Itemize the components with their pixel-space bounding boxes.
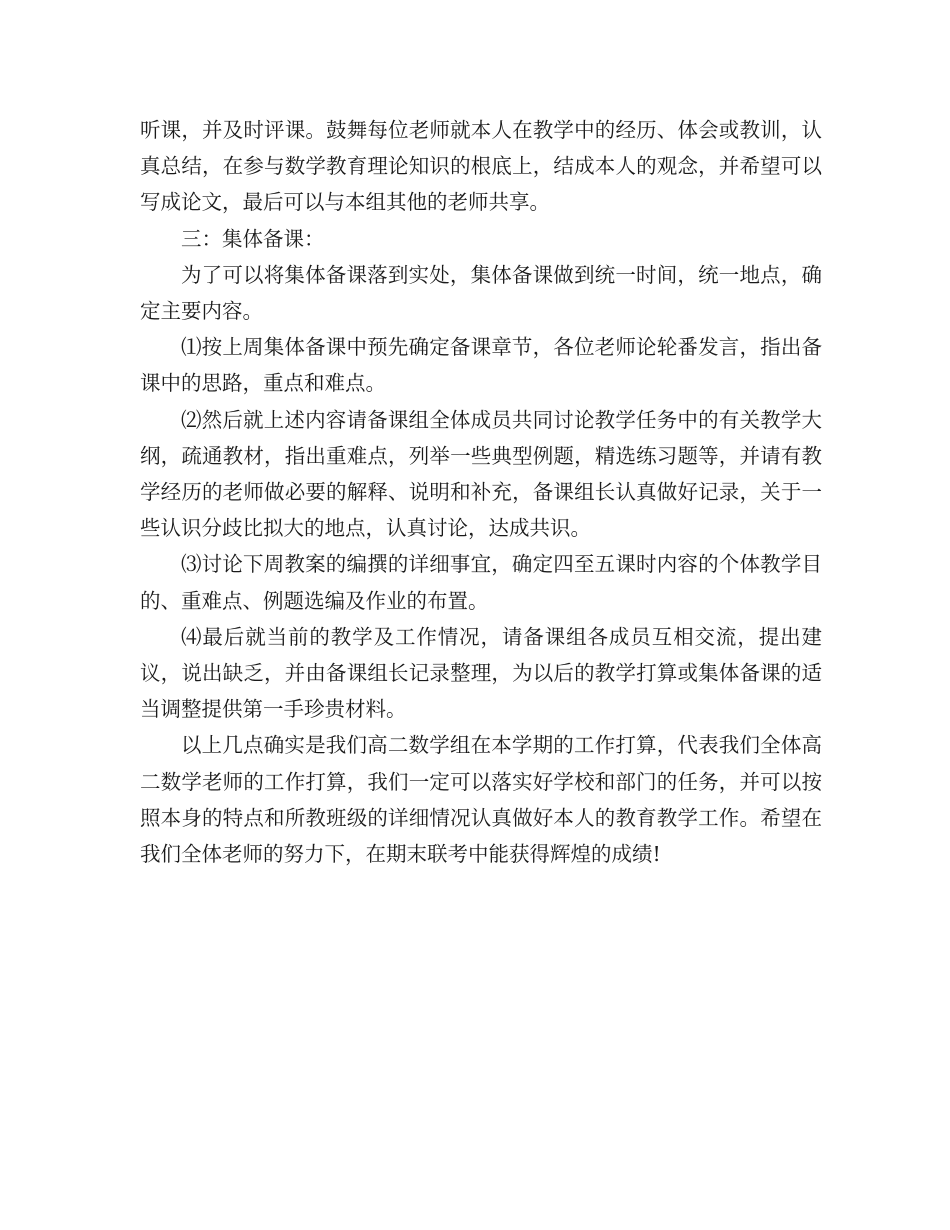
paragraph-item-3: ⑶讨论下周教案的编撰的详细事宜，确定四至五课时内容的个体教学目的、重难点、例题选编及作业的布置。	[140, 552, 822, 613]
document-page	[140, 112, 822, 872]
paragraph-continuation: 听课，并及时评课。鼓舞每位老师就本人在教学中的经历、体会或教训，认真总结，在参与数学教育理论知识的根底上，结成本人的观念，并希望可以写成论文，最后可以与本组其他的老师共享。	[140, 118, 822, 215]
paragraph-item-2: ⑵然后就上述内容请备课组全体成员共同讨论教学任务中的有关教学大纲，疏通教材，指出重难点，列举一些典型例题，精选练习题等，并请有教学经历的老师做必要的解释、说明和补充，备课组长认真做好记录，关于一些认识分歧比拟大的地点，认真讨论，达成共识。	[140, 407, 822, 541]
paragraph-conclusion: 以上几点确实是我们高二数学组在本学期的工作打算，代表我们全体高二数学老师的工作打算，我们一定可以落实好学校和部门的任务，并可以按照本身的特点和所教班级的详细情况认真做好本人的教育教学工作。希望在我们全体老师的努力下，在期末联考中能获得辉煌的成绩!	[140, 733, 822, 867]
paragraph-item-1: ⑴按上周集体备课中预先确定备课章节，各位老师论轮番发言，指出备课中的思路，重点和难点。	[140, 335, 822, 396]
paragraph-intro: 为了可以将集体备课落到实处，集体备课做到统一时间，统一地点，确定主要内容。	[140, 262, 822, 324]
section-heading-collective-lesson-prep: 三：集体备课：	[181, 226, 325, 251]
paragraph-item-4: ⑷最后就当前的教学及工作情况，请备课组各成员互相交流，提出建议，说出缺乏，并由备课组长记录整理，为以后的教学打算或集体备课的适当调整提供第一手珍贵材料。	[140, 624, 822, 722]
